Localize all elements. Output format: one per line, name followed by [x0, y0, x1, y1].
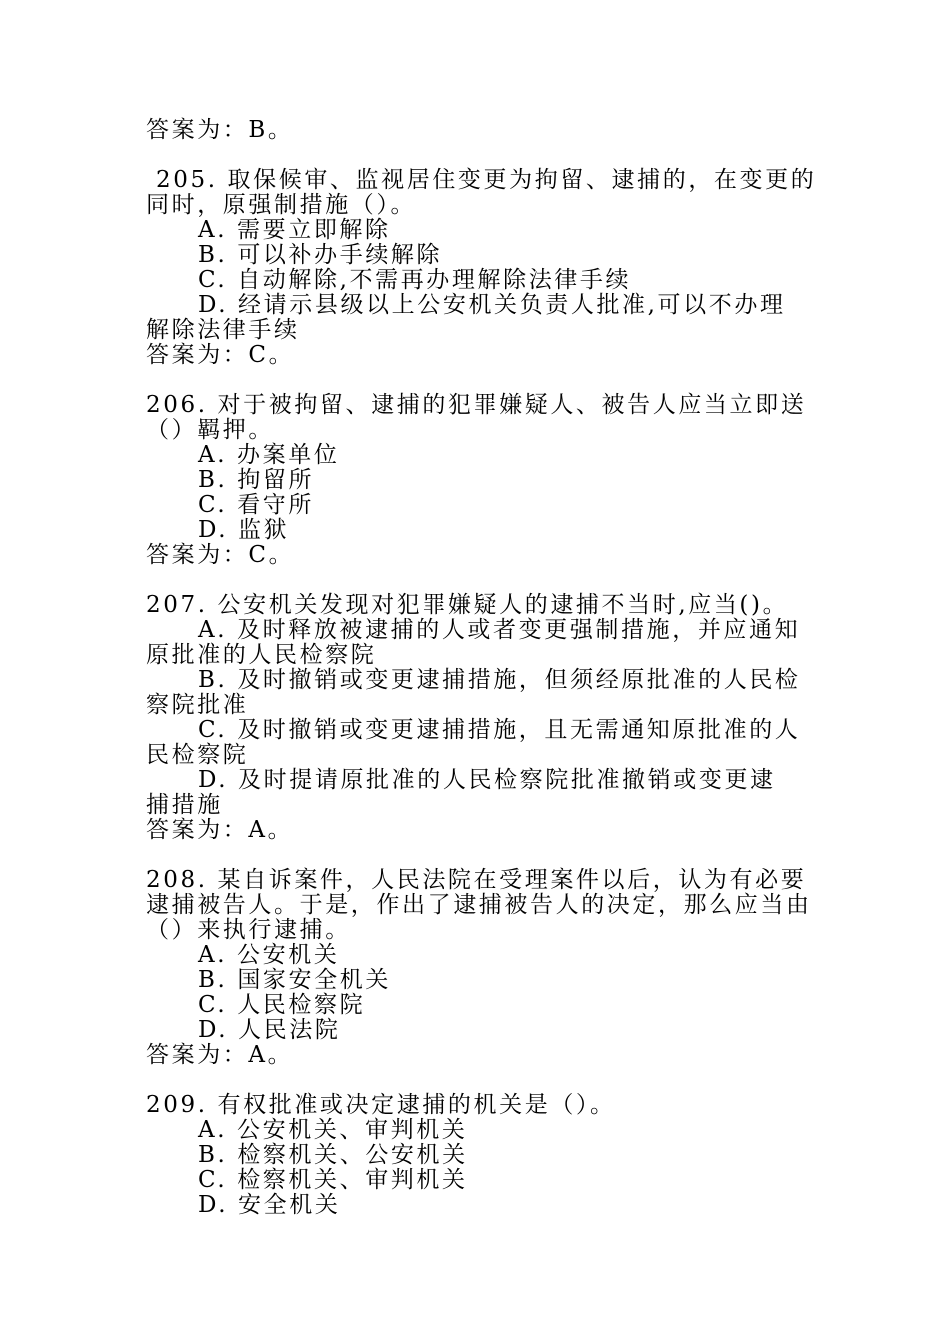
option-c-continued: 民检察院 — [146, 742, 249, 768]
question-stem-line: （）羁押。 — [146, 417, 274, 443]
question-205 — [146, 167, 817, 368]
option-c: C. 及时撤销或变更逮捕措施，且无需通知原批准的人 — [198, 717, 801, 743]
option-a: A. 需要立即解除 — [198, 217, 391, 243]
option-d: D. 经请示县级以上公安机关负责人批准,可以不办理 — [198, 292, 786, 318]
question-207 — [146, 593, 810, 843]
question-stem-line: 208. 某自诉案件，人民法院在受理案件以后，认为有必要 — [146, 867, 807, 893]
option-b: B. 国家安全机关 — [198, 967, 391, 993]
previous-answer: 答案为：B。 — [146, 117, 294, 143]
option-c: C. 人民检察院 — [198, 992, 366, 1018]
spacer — [146, 1068, 810, 1093]
option-b-continued: 察院批准 — [146, 692, 249, 718]
answer-line: 答案为：A。 — [146, 817, 294, 843]
question-stem-line: 同时，原强制措施（）。 — [146, 192, 417, 218]
spacer — [146, 843, 810, 868]
option-d: D. 及时提请原批准的人民检察院批准撤销或变更逮 — [198, 767, 776, 793]
spacer — [146, 368, 810, 393]
answer-line: 答案为：C。 — [146, 542, 295, 568]
spacer — [146, 143, 810, 168]
option-d-continued: 解除法律手续 — [146, 317, 300, 343]
question-stem-line: 207. 公安机关发现对犯罪嫌疑人的逮捕不当时,应当()。 — [146, 592, 789, 618]
question-stem-line: 205. 取保候审、监视居住变更为拘留、逮捕的，在变更的 — [156, 167, 817, 193]
question-stem-line: 209. 有权批准或决定逮捕的机关是（）。 — [146, 1092, 616, 1118]
answer-line: 答案为：C。 — [146, 342, 295, 368]
option-d-continued: 捕措施 — [146, 792, 223, 818]
option-a: A. 办案单位 — [198, 442, 340, 468]
option-d: D. 安全机关 — [198, 1192, 341, 1218]
question-stem-line: （）来执行逮捕。 — [146, 917, 351, 943]
answer-line: 答案为：A。 — [146, 1042, 294, 1068]
option-a: A. 及时释放被逮捕的人或者变更强制措施，并应通知 — [198, 617, 801, 643]
option-c: C. 检察机关、审判机关 — [198, 1167, 468, 1193]
option-d: D. 监狱 — [198, 517, 290, 543]
option-b: B. 可以补办手续解除 — [198, 242, 443, 268]
option-b: B. 检察机关、公安机关 — [198, 1142, 468, 1168]
option-a: A. 公安机关 — [198, 942, 340, 968]
question-208 — [146, 868, 810, 1068]
spacer — [146, 568, 810, 593]
question-stem-line: 206. 对于被拘留、逮捕的犯罪嫌疑人、被告人应当立即送 — [146, 392, 807, 418]
option-b: B. 拘留所 — [198, 467, 315, 493]
option-c: C. 看守所 — [198, 492, 315, 518]
question-206 — [146, 393, 810, 568]
option-b: B. 及时撤销或变更逮捕措施，但须经原批准的人民检 — [198, 667, 801, 693]
document-page — [146, 117, 817, 1218]
question-stem-line: 逮捕被告人。于是，作出了逮捕被告人的决定，那么应当由 — [146, 892, 812, 918]
option-a-continued: 原批准的人民检察院 — [146, 642, 377, 668]
option-c: C. 自动解除,不需再办理解除法律手续 — [198, 267, 632, 293]
option-d: D. 人民法院 — [198, 1017, 341, 1043]
question-209 — [146, 1093, 810, 1218]
option-a: A. 公安机关、审判机关 — [198, 1117, 468, 1143]
